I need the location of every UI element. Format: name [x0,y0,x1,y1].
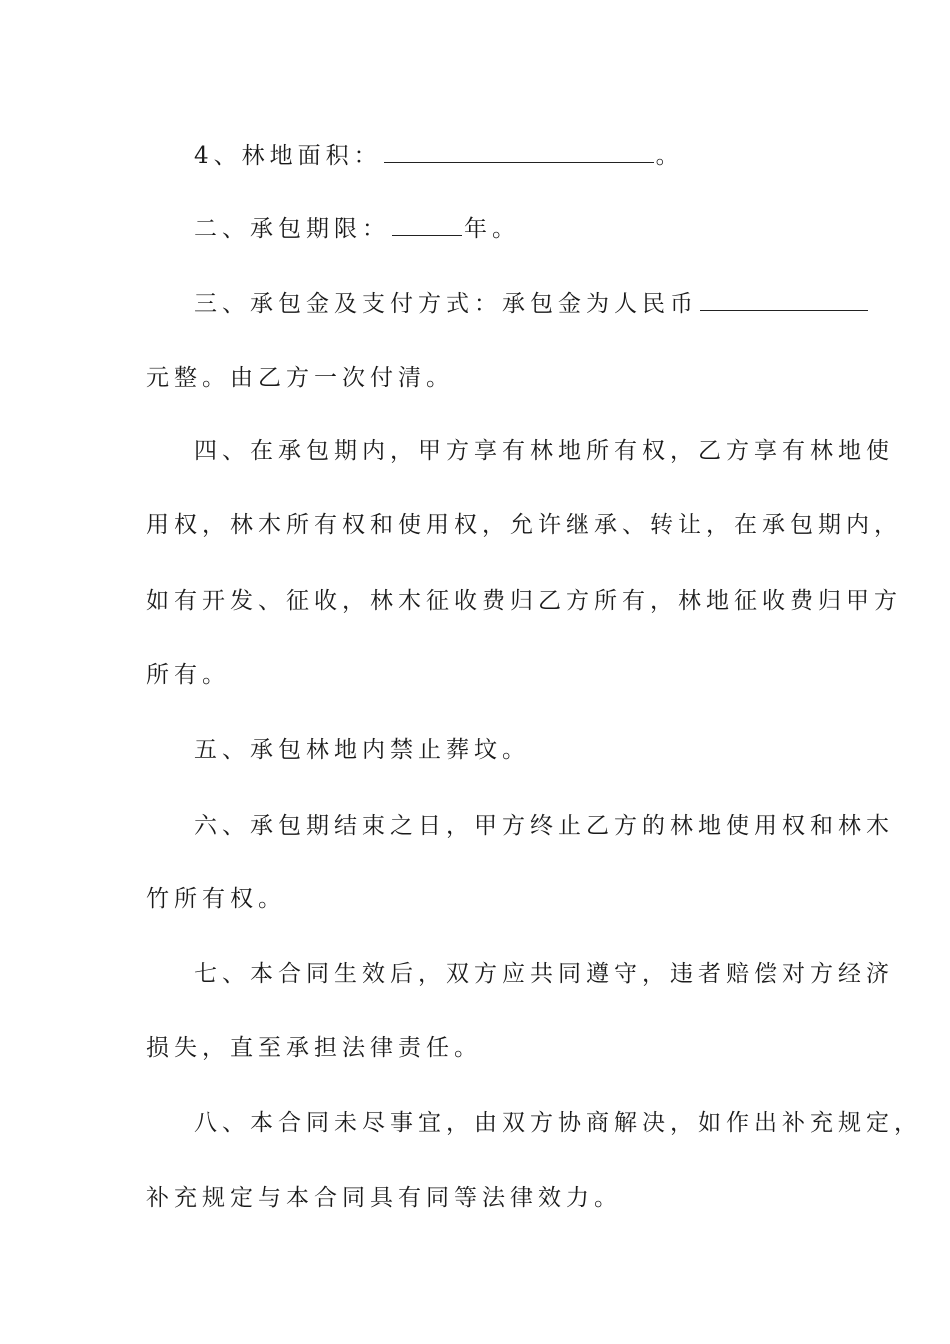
clause-rights-line4: 所有。 [146,662,230,688]
clause-compliance-line1: 七、本合同生效后，双方应共同遵守，违者赔偿对方经济 [194,961,894,987]
term-years-blank [392,213,462,236]
clause-payment-cont: 元整。由乙方一次付清。 [146,365,454,391]
clause-forest-area-label: 4、林地面积： [194,143,382,169]
clause-payment-label: 三、承包金及支付方式：承包金为人民币 [194,291,698,317]
clause-forest-area-end: 。 [655,143,684,169]
clause-termination-line1: 六、承包期结束之日，甲方终止乙方的林地使用权和林木 [194,813,894,839]
clause-term [194,213,874,244]
clause-rights-line3: 如有开发、征收，林木征收费归乙方所有，林地征收费归甲方 [146,588,902,614]
clause-rights-line2: 用权，林木所有权和使用权，允许继承、转让，在承包期内， [146,512,902,538]
clause-term-end: 年。 [464,216,520,242]
clause-compliance-line2: 损失，直至承担法律责任。 [146,1035,482,1061]
clause-no-burial: 五、承包林地内禁止葬坟。 [194,737,530,763]
clause-supplement-line1: 八、本合同未尽事宜，由双方协商解决，如作出补充规定， [194,1110,922,1136]
clause-payment [194,288,874,319]
clause-forest-area [194,140,874,171]
clause-rights-line1: 四、在承包期内，甲方享有林地所有权，乙方享有林地使 [194,438,894,464]
forest-area-blank [384,140,654,163]
payment-amount-blank [700,288,868,311]
clause-termination-line2: 竹所有权。 [146,886,286,912]
clause-supplement-line2: 补充规定与本合同具有同等法律效力。 [146,1185,622,1211]
clause-term-label: 二、承包期限： [194,216,390,242]
